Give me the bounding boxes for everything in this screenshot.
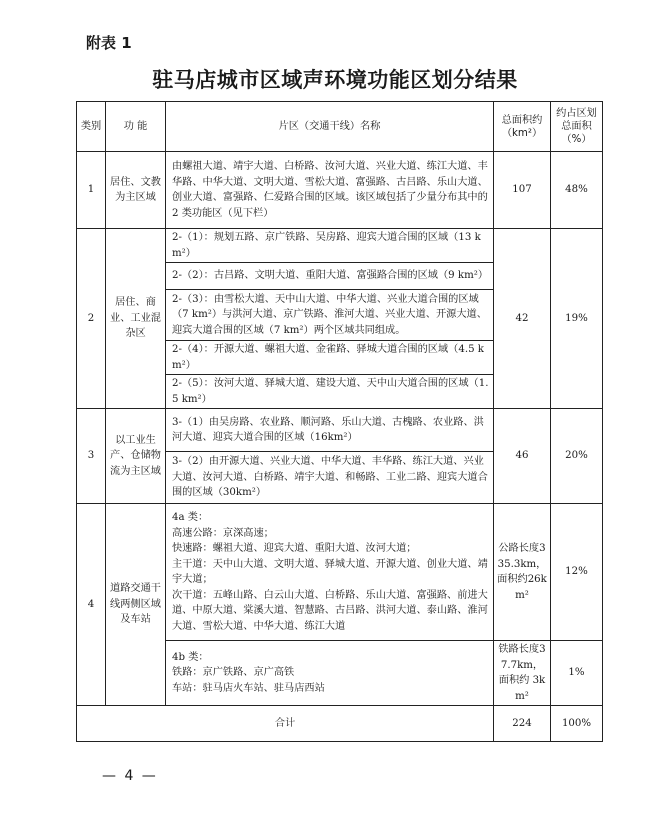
table-row	[77, 152, 603, 229]
row2-sub5: 2-（5）：汝河大道、驿城大道、建设大道、天中山大道合围的区域（1.5 km²）	[166, 375, 494, 409]
row3-area: 46	[494, 409, 551, 504]
row3-sub2: 3-（2）由开源大道、兴业大道、中华大道、丰华路、练江大道、兴业大道、汝河大道、白桥路、靖宇大道、和畅路、工业二路、迎宾大道合围的区域（30km²）	[166, 452, 494, 504]
row3-ratio: 20%	[551, 409, 603, 504]
total-area: 224	[494, 706, 551, 742]
table-row	[77, 504, 603, 641]
zoning-result-table	[76, 101, 603, 742]
header-function: 功 能	[106, 102, 166, 152]
row4a-ratio: 12%	[551, 504, 603, 641]
row1-function: 居住、文教为主区域	[106, 152, 166, 229]
row1-type: 1	[77, 152, 106, 229]
row1-ratio: 48%	[551, 152, 603, 229]
row4b-text: 4b 类： 铁路：京广铁路、京广高铁 车站：驻马店火车站、驻马店西站	[166, 641, 494, 706]
header-ratio: 约占区划总面积（%）	[551, 102, 603, 152]
row1-area: 107	[494, 152, 551, 229]
row2-sub4: 2-（4）：开源大道、螺祖大道、金雀路、驿城大道合围的区域（4.5 km²）	[166, 341, 494, 375]
total-ratio: 100%	[551, 706, 603, 742]
appendix-label: 附表 1	[86, 34, 132, 52]
header-total-area: 总面积约（km²）	[494, 102, 551, 152]
table-header-row	[77, 102, 603, 152]
row2-ratio: 19%	[551, 229, 603, 409]
table-row	[77, 229, 603, 263]
row2-sub2: 2-（2）：古吕路、文明大道、重阳大道、富强路合围的区域（9 km²）	[166, 263, 494, 290]
row3-sub1: 3-（1）由吴房路、农业路、顺河路、乐山大道、古槐路、农业路、洪河大道、迎宾大道合围的区域（16km²）	[166, 409, 494, 452]
row2-sub1: 2-（1）：规划五路、京广铁路、吴房路、迎宾大道合围的区域（13 km²）	[166, 229, 494, 263]
page-number: — 4 —	[102, 768, 158, 784]
row2-area: 42	[494, 229, 551, 409]
row4b-ratio: 1%	[551, 641, 603, 706]
header-type: 类别	[77, 102, 106, 152]
row4-function: 道路交通干线两侧区域及车站	[106, 504, 166, 706]
row4b-area: 铁路长度37.7km，面积约 3km²	[494, 641, 551, 706]
row2-type: 2	[77, 229, 106, 409]
row4a-text: 4a 类： 高速公路：京深高速； 快速路：螺祖大道、迎宾大道、重阳大道、汝河大道； 主干道：天中山大道、文明大道、驿城大道、开源大道、创业大道、靖宇大道； 次干道：五峰山路、白云山大道、白桥路、乐山大道、富强路、前进大道、中原大道、棠溪大道、智慧路、古吕路、洪河大道、泰山路、淮河大道、雪松大道、中华大道、练江大道	[166, 504, 494, 641]
row4a-area: 公路长度335.3km，面积约26km²	[494, 504, 551, 641]
row3-function: 以工业生产、仓储物流为主区域	[106, 409, 166, 504]
row2-sub3: 2-（3）：由雪松大道、天中山大道、中华大道、兴业大道合围的区域（7 km²）与洪河大道、京广铁路、淮河大道、兴业大道、开源大道、迎宾大道合围的区域（7 km²）两个区域共同组成。	[166, 290, 494, 341]
total-label: 合计	[77, 706, 494, 742]
table-row	[77, 409, 603, 452]
row1-name: 由螺祖大道、靖宇大道、白桥路、汝河大道、兴业大道、练江大道、丰华路、中华大道、文明大道、雪松大道、富强路、古吕路、乐山大道、创业大道、富强路、仁爱路合围的区域。该区域包括了少量分布其中的 2 类功能区（见下栏）	[166, 152, 494, 229]
header-area-name: 片区（交通干线）名称	[166, 102, 494, 152]
table-total-row	[77, 706, 603, 742]
row2-function: 居住、商业、工业混杂区	[106, 229, 166, 409]
row4-type: 4	[77, 504, 106, 706]
row3-type: 3	[77, 409, 106, 504]
page-title: 驻马店城市区域声环境功能区划分结果	[152, 68, 518, 92]
